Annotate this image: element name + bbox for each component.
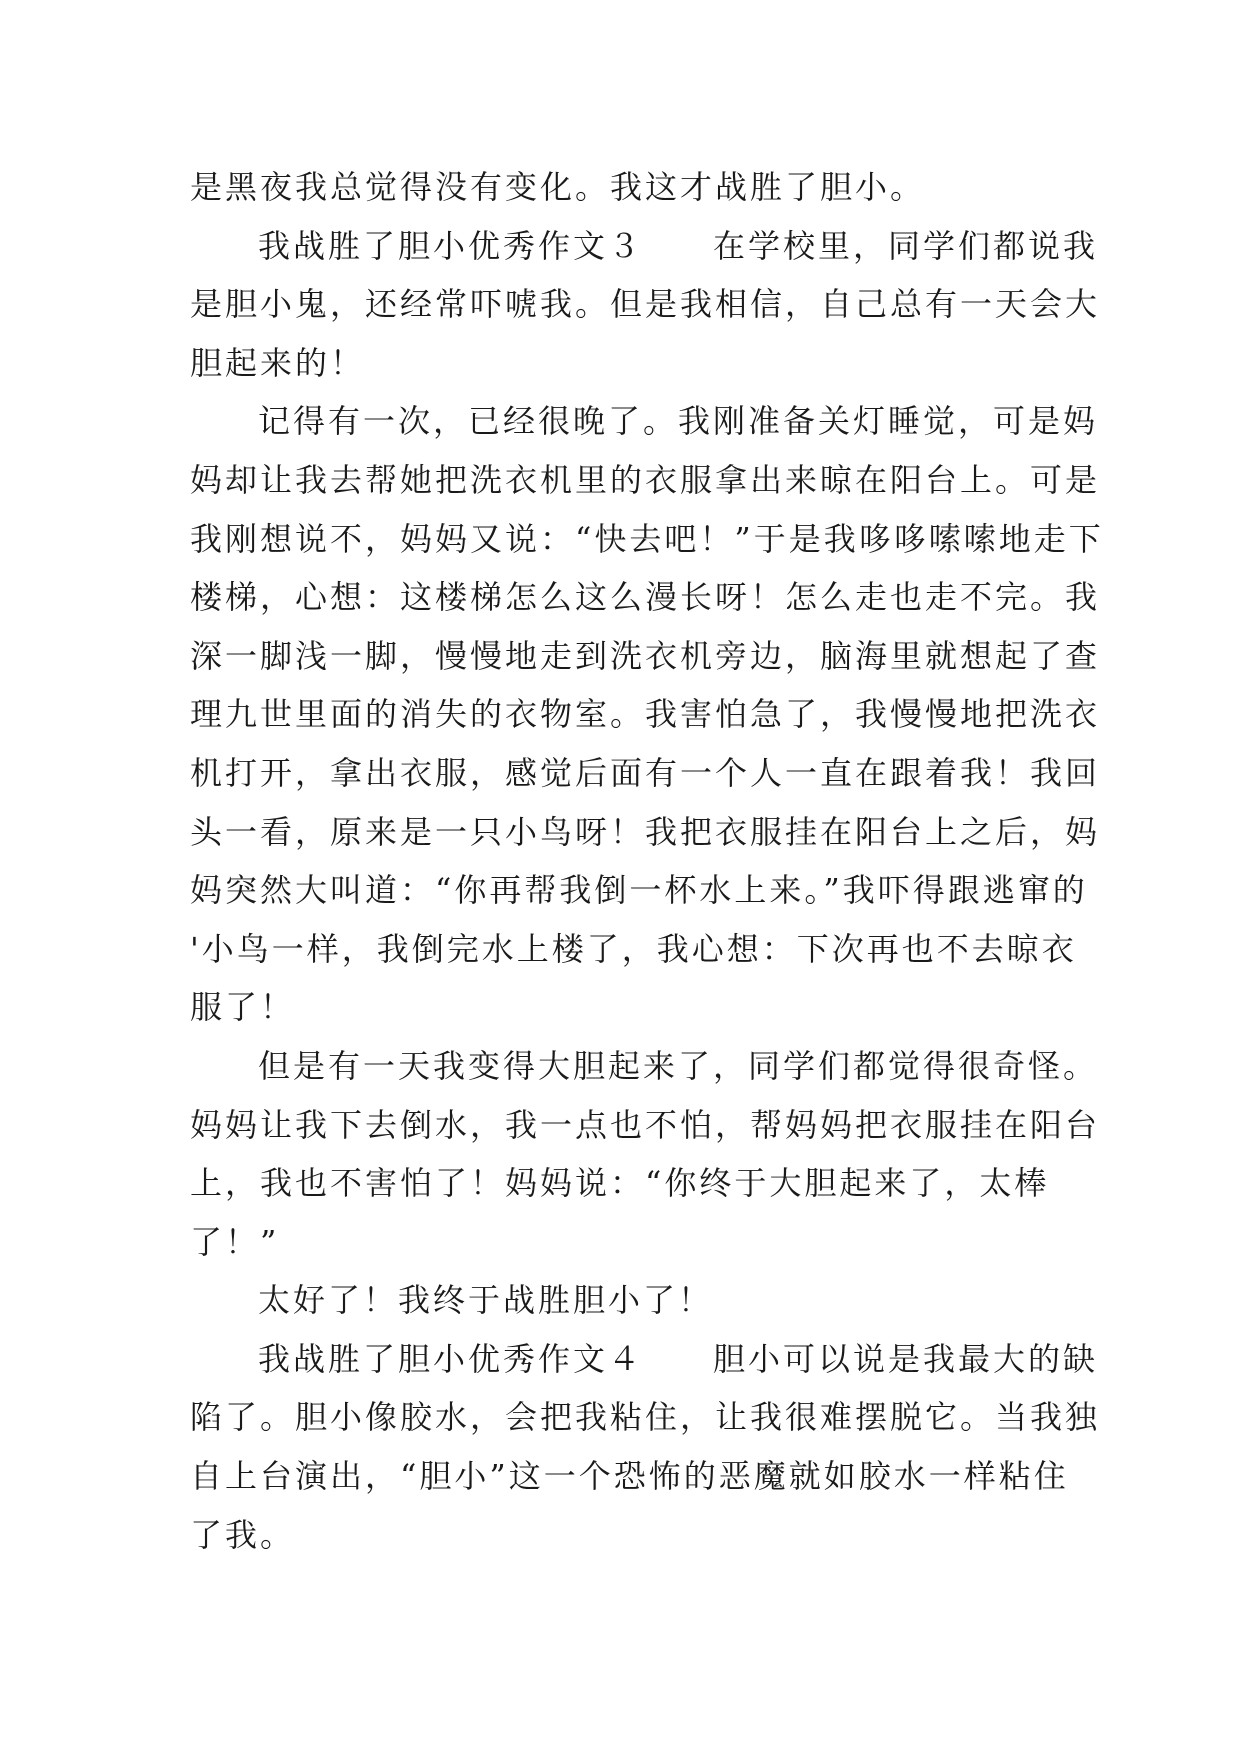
text-line: 深一脚浅一脚，慢慢地走到洗衣机旁边，脑海里就想起了查 bbox=[190, 636, 1101, 675]
text-line: '小鸟一样，我倒完水上楼了，我心想：下次再也不去晾衣 bbox=[190, 929, 1077, 968]
text-line: 自上台演出，“胆小”这一个恐怖的恶魔就如胶水一样粘住 bbox=[190, 1457, 1069, 1496]
text-line: 服了！ bbox=[190, 988, 296, 1027]
text-line: 机打开，拿出衣服，感觉后面有一个人一直在跟着我！我回 bbox=[190, 753, 1101, 792]
paragraph-start-line: 太好了！我终于战胜胆小了！ bbox=[258, 1281, 714, 1320]
text-line: 头一看，原来是一只小鸟呀！我把衣服挂在阳台上之后，妈 bbox=[190, 812, 1101, 851]
text-line: 上，我也不害怕了！妈妈说：“你终于大胆起来了，太棒 bbox=[190, 1164, 1050, 1203]
text-line: 妈突然大叫道：“你再帮我倒一杯水上来。”我吓得跟逃窜的 bbox=[190, 871, 1088, 910]
text-line: 我刚想说不，妈妈又说：“快去吧！”于是我哆哆嗦嗦地走下 bbox=[190, 519, 1104, 558]
essay-body bbox=[190, 158, 1104, 1564]
text-line: 妈妈让我下去倒水，我一点也不怕，帮妈妈把衣服挂在阳台 bbox=[190, 1105, 1101, 1144]
text-line: 胆起来的！ bbox=[190, 343, 366, 382]
text-line: 理九世里面的消失的衣物室。我害怕急了，我慢慢地把洗衣 bbox=[190, 695, 1101, 734]
text-line: 楼梯，心想：这楼梯怎么这么漫长呀！怎么走也走不完。我 bbox=[190, 578, 1101, 617]
text-line: 了我。 bbox=[190, 1515, 296, 1554]
essay-4-heading-line: 我战胜了胆小优秀作文４ 胆小可以说是我最大的缺 bbox=[258, 1339, 1099, 1378]
paragraph-start-line: 但是有一天我变得大胆起来了，同学们都觉得很奇怪。 bbox=[258, 1046, 1099, 1085]
text-line: 了！” bbox=[190, 1222, 280, 1261]
text-line: 陷了。胆小像胶水，会把我粘住，让我很难摆脱它。当我独 bbox=[190, 1398, 1101, 1437]
text-line: 是胆小鬼，还经常吓唬我。但是我相信，自己总有一天会大 bbox=[190, 285, 1101, 324]
text-line: 是黑夜我总觉得没有变化。我这才战胜了胆小。 bbox=[190, 168, 926, 206]
paragraph-start-line: 记得有一次，已经很晚了。我刚准备关灯睡觉，可是妈 bbox=[258, 402, 1099, 441]
essay-3-heading-line: 我战胜了胆小优秀作文３ 在学校里，同学们都说我 bbox=[258, 226, 1099, 265]
text-line: 妈却让我去帮她把洗衣机里的衣服拿出来晾在阳台上。可是 bbox=[190, 460, 1101, 499]
